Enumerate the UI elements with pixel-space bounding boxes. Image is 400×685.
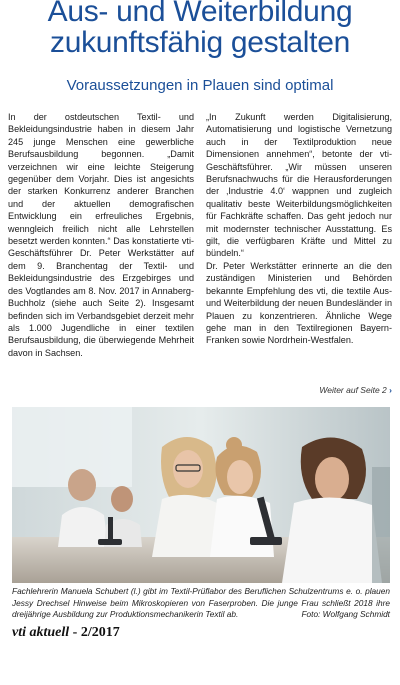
publication-name: vti aktuell bbox=[12, 625, 70, 640]
headline-line-1: Aus- und Weiterbildung bbox=[47, 0, 353, 28]
continued-text: Weiter auf Seite 2 bbox=[319, 385, 387, 395]
column-2-paragraph-1: „In Zukunft werden Digitalisierung, Automatisierung und logistische Vernetzung auch in der Textilproduktion neue Dimensionen annehmen“, betonte der vti-Geschäftsführer. „Wir müssen unseren Berufsnachwuchs für die Herausforderungen der ‚Industrie 4.0‘ wappnen und zugleich qualitativ beste Weiterbildungsmöglichkeiten für Fachkräfte schaffen. Das geht jedoch nur mit modernster technischer Ausstattung. Es gilt, die verfügbaren Kräfte und Mittel zu bündeln.“ bbox=[206, 112, 392, 259]
article-column-2 bbox=[206, 111, 392, 347]
caption-text: Fachlehrerin Manuela Schubert (l.) gibt im Textil-Prüflabor des Beruflichen Schulzentrums e. o. plauen Jessy Drechsel Hinweise beim Mikroskopieren von Faserproben. Die junge Frau schließt 2018 ihre dreijährige Ausbildung zur Produktionsmechanikerin Textil ab. bbox=[12, 586, 390, 619]
photo-credit: Foto: Wolfgang Schmidt bbox=[301, 609, 390, 619]
article-column-1 bbox=[8, 111, 194, 359]
subheadline: Voraussetzungen in Plauen sind optimal bbox=[66, 77, 334, 94]
classroom-microscope-photo bbox=[12, 407, 390, 583]
headline-line-2: zukunftsfähig gestalten bbox=[50, 26, 350, 59]
issue-number: - 2/2017 bbox=[69, 625, 120, 640]
column-2-paragraph-2: Dr. Peter Werkstätter erinnerte an die den zuständigen Ministerien und Behörden bekannte Empfehlung des vti, die textile Aus- und Weiterbildung der neuen Bundesländer in Plauen zu konzentrieren. Ähnliche Wege gehe man in den Textilregionen Bayern-Franken sowie Nordrhein-Westfalen. bbox=[206, 260, 392, 346]
headline bbox=[0, 0, 400, 58]
column-1-paragraph: In der ostdeutschen Textil- und Bekleidungsindustrie haben in diesem Jahr 245 junge Menschen eine gewerbliche Berufsausbildung begonnen. „Damit verzeichnen wir eine leichte Steigerung gegenüber dem Vorjahr. Dies ist angesichts der starken Konkurrenz anderer Branchen und der aktuellen demografischen Entwicklung ein erfreuliches Ergebnis, wenngleich freilich nicht alle Lehrstellen besetzt werden konnten.“ Das konstatierte vti-Geschäftsführer Dr. Peter Werkstätter auf dem 9. Branchentag der Textil- und Bekleidungsindustrie des Erzgebirges und des Vogtlandes am 8. Nov. 2017 in Annaberg-Buchholz (siehe auch Seite 2). Insgesamt befinden sich im Verbandsgebiet derzeit mehr als 1.000 Jugendliche in einer textilen Berufsausbildung, die überwiegende Mehrheit davon in Sachsen. bbox=[8, 112, 194, 358]
photo-caption bbox=[12, 586, 390, 621]
chevron-right-icon: › bbox=[389, 385, 392, 395]
continued-link[interactable] bbox=[206, 385, 392, 395]
page-footer bbox=[12, 625, 120, 641]
article-photo bbox=[12, 407, 390, 583]
